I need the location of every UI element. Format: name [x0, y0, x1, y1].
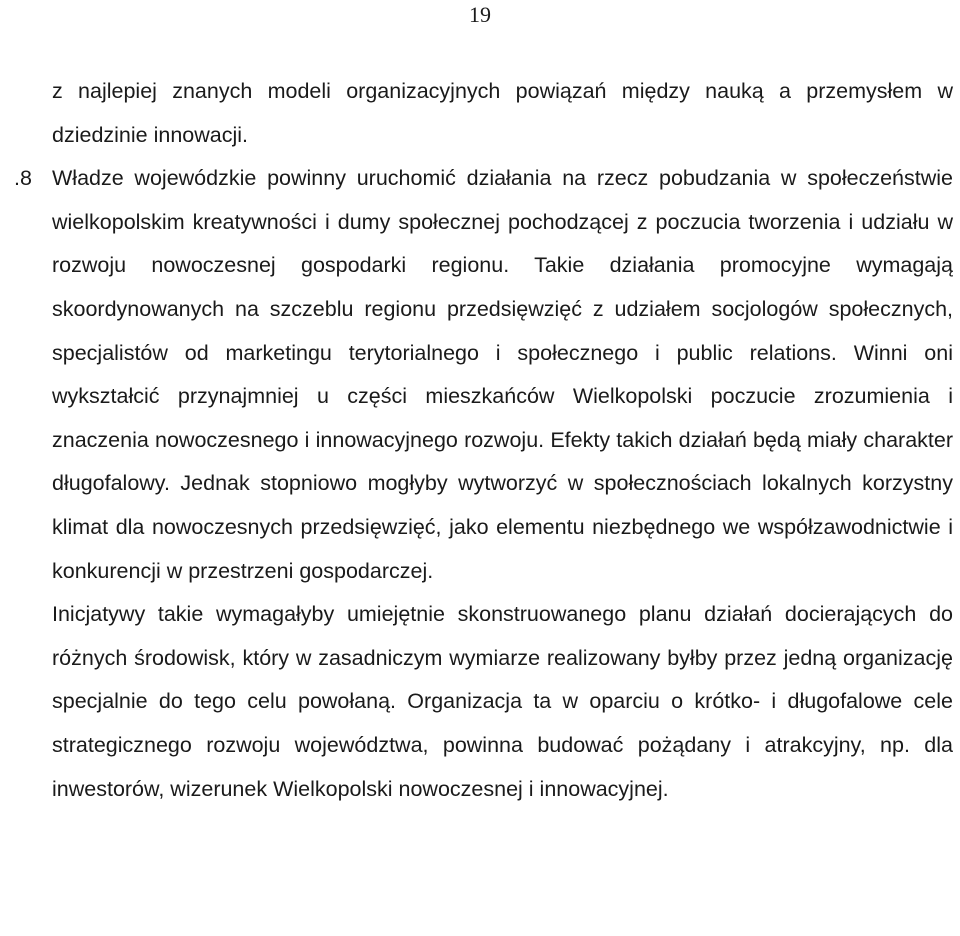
item-8-text: Władze wojewódzkie powinny uruchomić działania na rzecz pobudzania w społeczeństwie wielkopolskim kreatywności i dumy społecznej pochodzącej z poczucia tworzenia i udziału w rozwoju nowoczesnej gospodarki regionu. Takie działania promocyjne wymagają skoordynowanych na szczeblu regionu przedsięwzięć z udziałem socjologów społecznych, specjalistów od marketingu terytorialnego i społecznego i public relations. Winni oni wykształcić przynajmniej u części mieszkańców Wielkopolski poczucie zrozumienia i znaczenia nowoczesnego i innowacyjnego rozwoju. Efekty takich działań będą miały charakter długofalowy. Jednak stopniowo mogłyby wytworzyć w społecznościach lokalnych korzystny klimat dla nowoczesnych przedsięwzięć, jako elementu niezbędnego we współzawodnictwie i konkurencji w przestrzeni gospodarczej. [52, 166, 953, 583]
paragraph-intro: z najlepiej znanych modeli organizacyjnych powiązań między nauką a przemysłem w dziedzinie innowacji. [52, 79, 953, 147]
page-number: 19 [469, 2, 491, 27]
numbered-item-8: 8. Władze wojewódzkie powinny uruchomić działania na rzecz pobudzania w społeczeństwie wielkopolskim kreatywności i dumy społecznej pochodzącej z poczucia tworzenia i udziału w rozwoju nowoczesnej gospodarki regionu. Takie działania promocyjne wymagają skoordynowanych na szczeblu regionu przedsięwzięć z udziałem socjologów społecznych, specjalistów od marketingu terytorialnego i społecznego i public relations. Winni oni wykształcić przynajmniej u części mieszkańców Wielkopolski poczucie zrozumienia i znaczenia nowoczesnego i innowacyjnego rozwoju. Efekty takich działań będą miały charakter długofalowy. Jednak stopniowo mogłyby wytworzyć w społecznościach lokalnych korzystny klimat dla nowoczesnych przedsięwzięć, jako elementu niezbędnego we współzawodnictwie i konkurencji w przestrzeni gospodarczej. [14, 166, 953, 583]
document-body [14, 70, 953, 811]
paragraph-initiatives: Inicjatywy takie wymagałyby umiejętnie skonstruowanego planu działań docierających do różnych środowisk, który w zasadniczym wymiarze realizowany byłby przez jedną organizację specjalnie do tego celu powołaną. Organizacja ta w oparciu o krótko- i długofalowe cele strategicznego rozwoju województwa, powinna budować pożądany i atrakcyjny, np. dla inwestorów, wizerunek Wielkopolski nowoczesnej i innowacyjnej. [52, 602, 953, 801]
